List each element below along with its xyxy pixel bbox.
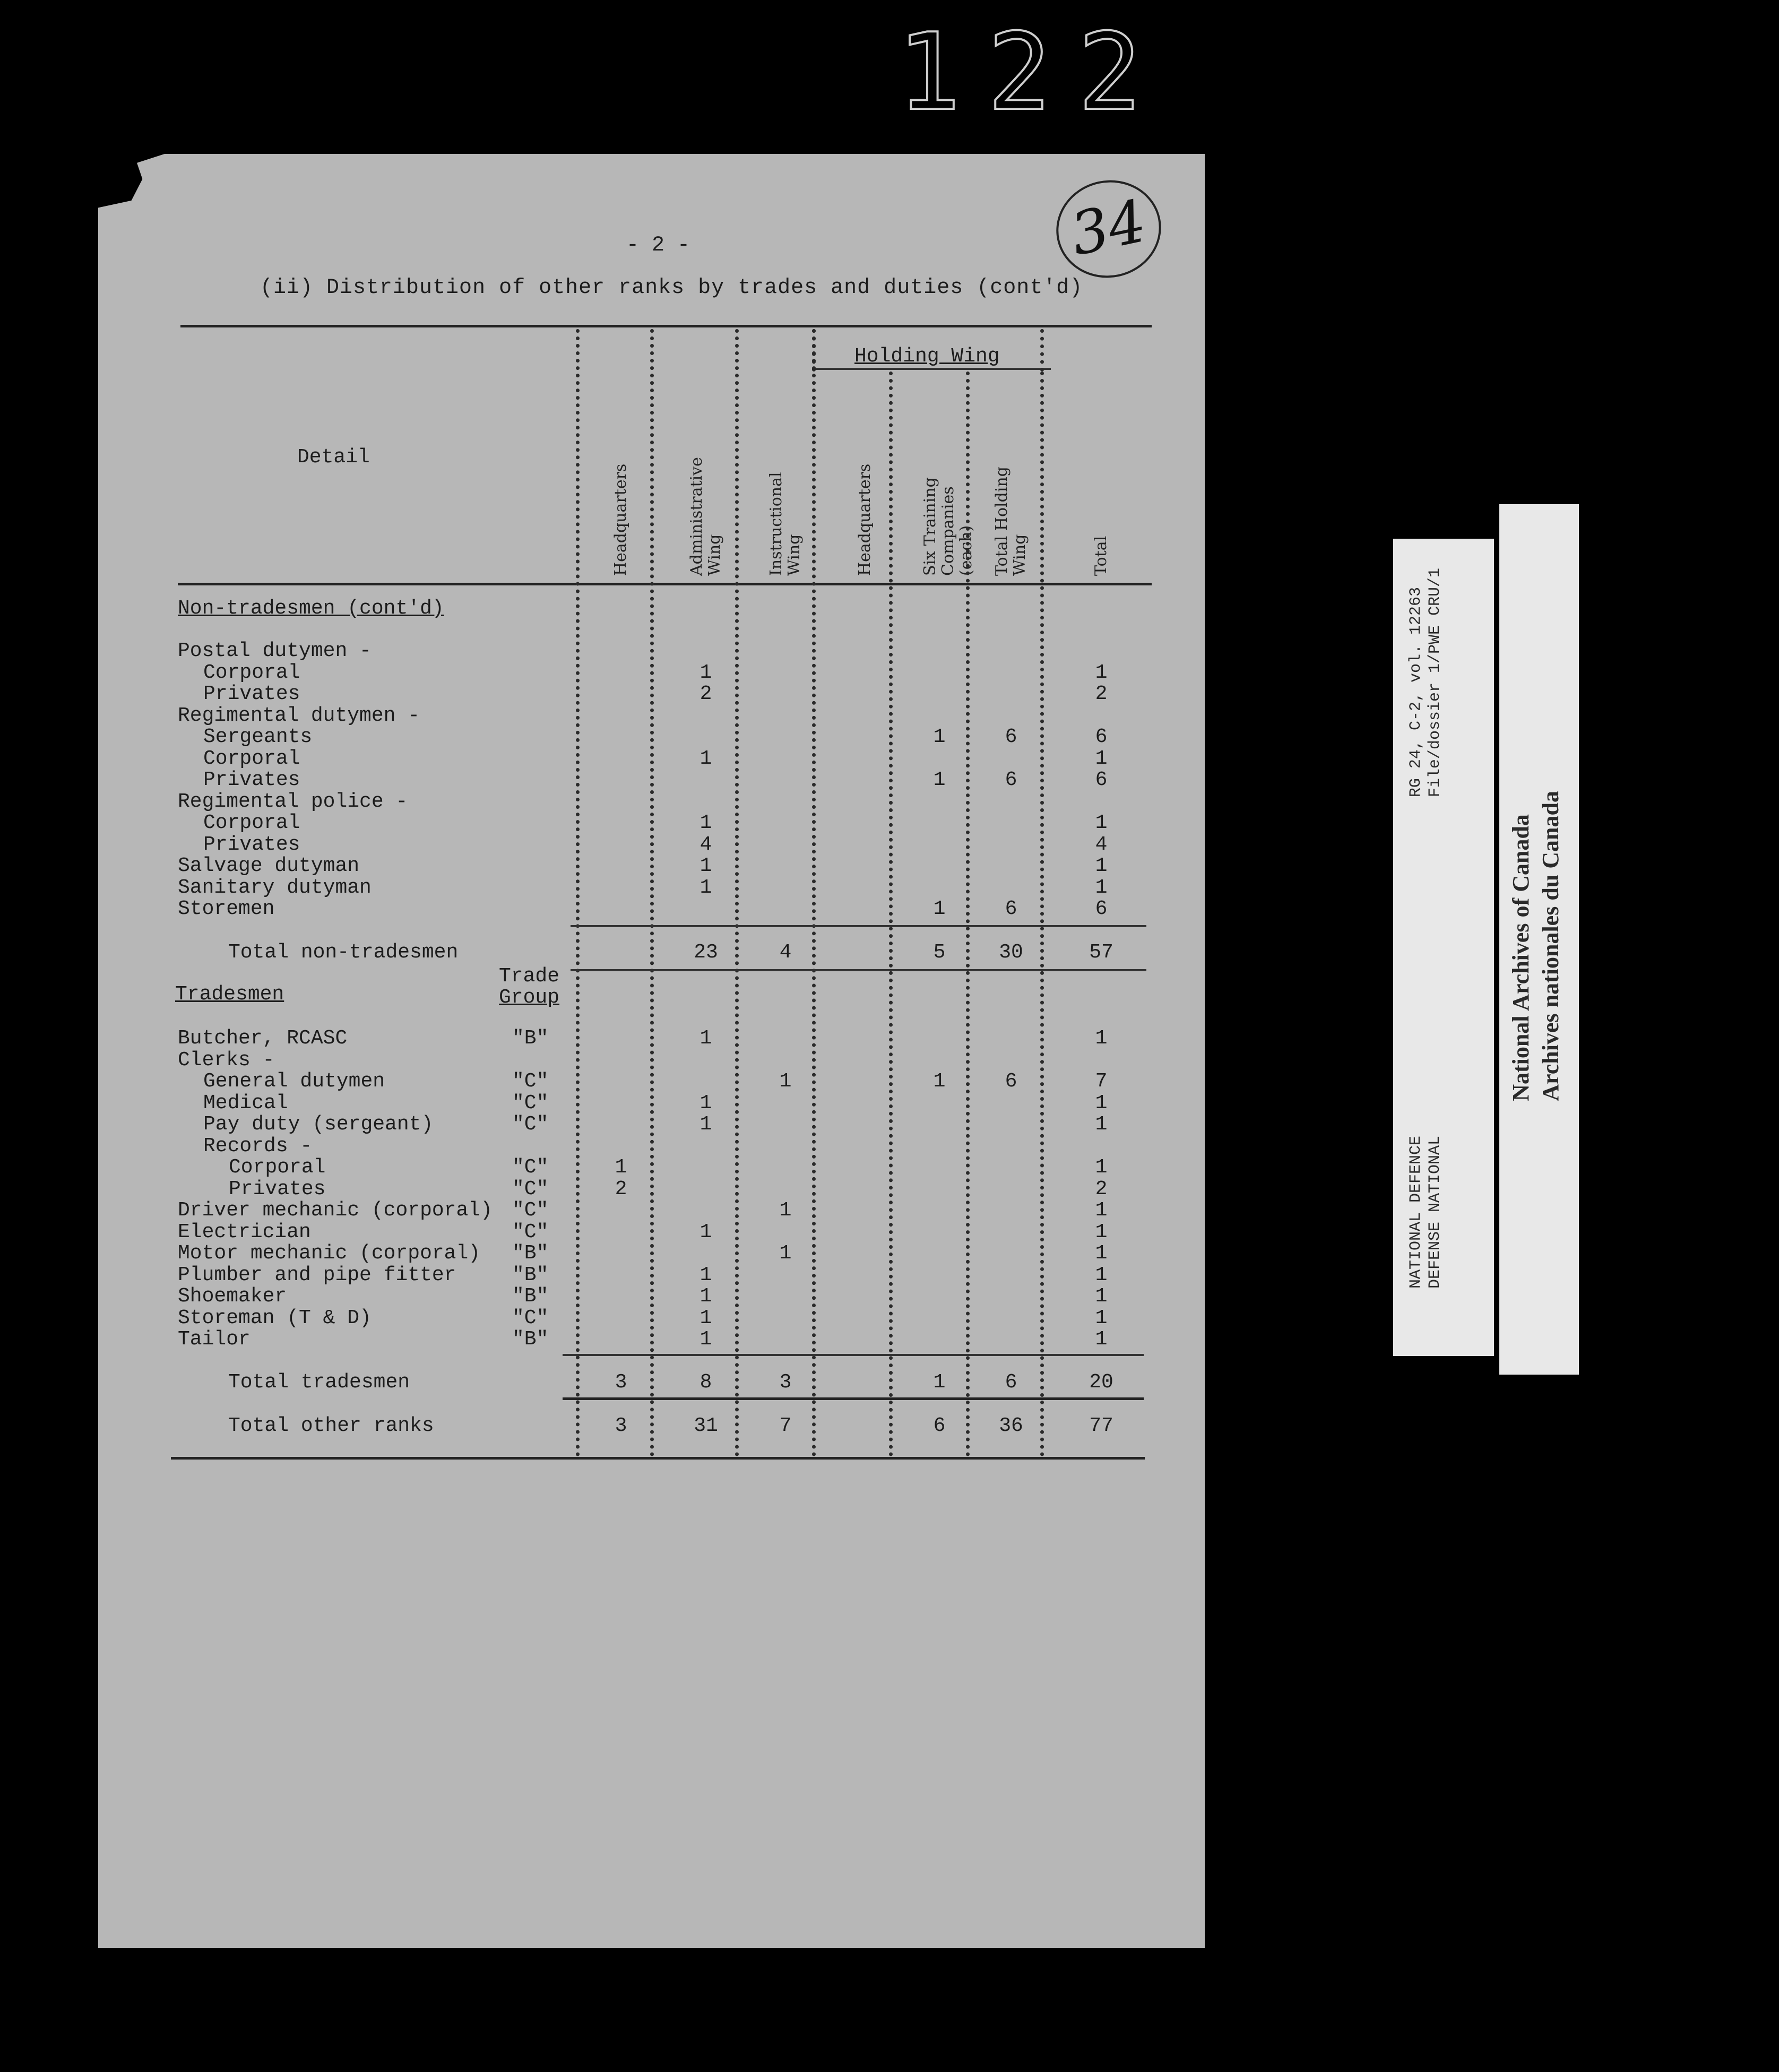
non-tradesman-row-7-value-7: 6: [1095, 769, 1108, 791]
tradesman-row-6-label: Records -: [203, 1134, 313, 1158]
tradesman-row-14-label: Storeman (T & D): [178, 1306, 372, 1329]
tradesman-row-4-trade-group: "C": [512, 1091, 549, 1115]
non-tradesman-row-4-label: Regimental dutymen -: [178, 704, 420, 727]
section-tradesmen: Tradesmen: [175, 983, 284, 1006]
tradesman-row-11-value-3: 1: [779, 1242, 792, 1265]
table-bottom-rule: [171, 1457, 1145, 1460]
column-header-4: [856, 438, 874, 576]
page-number: - 2 -: [626, 234, 690, 257]
column-header-5-line-1: Six Training: [921, 477, 939, 576]
column-header-1: [612, 438, 630, 576]
tradesman-row-8-value-1: 2: [615, 1177, 627, 1201]
non-tradesman-row-12-value-2: 1: [699, 876, 712, 899]
non-tradesman-row-12-value-7: 1: [1095, 876, 1108, 899]
non-tradesman-row-7-label: Privates: [203, 769, 300, 791]
non-tradesman-row-9-label: Corporal: [203, 811, 300, 834]
tradesman-row-4-value-7: 1: [1095, 1091, 1108, 1115]
table-top-rule: [180, 325, 1152, 327]
frame-number: 122: [897, 11, 1169, 134]
tradesman-row-11-label: Motor mechanic (corporal): [178, 1242, 481, 1265]
tradesman-row-5-value-7: 1: [1095, 1113, 1108, 1136]
tradesman-row-12-trade-group: "B": [512, 1263, 549, 1287]
tradesman-row-8-trade-group: "C": [512, 1177, 549, 1201]
total-tradesmen-value-2: 8: [699, 1371, 712, 1394]
holding-wing-separator-right: [1040, 329, 1044, 372]
non-tradesman-row-3-value-2: 2: [699, 683, 712, 705]
total-non-tradesmen-value-5: 5: [933, 941, 946, 964]
tradesman-row-3-value-5: 1: [933, 1070, 946, 1093]
tradesman-row-3-trade-group: "C": [512, 1070, 549, 1093]
non-tradesman-row-10-value-2: 4: [699, 833, 712, 856]
total-other-ranks-label: Total other ranks: [228, 1414, 434, 1437]
tradesman-row-14-value-7: 1: [1095, 1306, 1108, 1329]
institution-line-en: National Archives of Canada: [1508, 814, 1534, 1101]
tradesman-row-10-label: Electrician: [178, 1220, 311, 1244]
non-tradesman-row-8-label: Regimental police -: [178, 790, 408, 813]
total-tradesmen-value-3: 3: [779, 1371, 792, 1394]
column-separator-6: [966, 372, 970, 1457]
total-other-ranks-value-2: 31: [694, 1414, 718, 1437]
tradesman-row-1-value-7: 1: [1095, 1027, 1108, 1050]
total-tradesmen-label: Total tradesmen: [228, 1371, 410, 1394]
tradesman-row-14-trade-group: "C": [512, 1306, 549, 1329]
tradesman-row-13-value-2: 1: [699, 1285, 712, 1308]
total-non-tradesmen-value-6: 30: [999, 941, 1023, 964]
tradesman-row-9-value-7: 1: [1095, 1199, 1108, 1222]
non-tradesman-row-5-value-6: 6: [1005, 726, 1017, 748]
total-other-ranks-value-3: 7: [779, 1414, 792, 1437]
rule-below-total-non-tradesmen: [571, 969, 1146, 971]
column-header-7: [1092, 438, 1110, 576]
non-tradesman-row-9-value-2: 1: [699, 811, 712, 834]
tradesman-row-1-label: Butcher, RCASC: [178, 1027, 348, 1050]
total-other-ranks-value-1: 3: [615, 1414, 627, 1437]
non-tradesman-row-13-label: Storemen: [178, 897, 275, 920]
tradesman-row-13-value-7: 1: [1095, 1285, 1108, 1308]
tradesman-row-1-trade-group: "B": [512, 1027, 549, 1050]
total-non-tradesmen-value-7: 57: [1089, 941, 1113, 964]
column-header-6-line-1: Total Holding: [992, 467, 1011, 576]
tradesman-row-7-value-7: 1: [1095, 1156, 1108, 1179]
folio-number: 34: [1047, 170, 1170, 287]
non-tradesman-row-7-value-5: 1: [933, 769, 946, 791]
tradesman-row-10-trade-group: "C": [512, 1220, 549, 1244]
column-header-2-line-2: Wing: [705, 534, 724, 576]
non-tradesman-row-2-label: Corporal: [203, 661, 300, 684]
tradesman-row-12-value-2: 1: [699, 1263, 712, 1287]
tradesman-row-8-label: Privates: [229, 1177, 326, 1201]
total-non-tradesmen-label: Total non-tradesmen: [228, 941, 459, 964]
tradesman-row-3-label: General dutymen: [203, 1070, 385, 1093]
archive-reference-line-1: RG 24, C-2, vol. 12263: [1407, 587, 1425, 798]
tradesman-row-3-value-6: 6: [1005, 1070, 1017, 1093]
tradesman-row-2-label: Clerks -: [178, 1048, 275, 1072]
column-header-3: [767, 438, 804, 576]
column-separator-2: [650, 329, 654, 1457]
archive-reference-line-2: File/dossier 1/PWE CRU/1: [1426, 568, 1444, 798]
non-tradesman-row-3-label: Privates: [203, 683, 300, 705]
non-tradesman-row-6-label: Corporal: [203, 747, 300, 770]
non-tradesman-row-10-value-7: 4: [1095, 833, 1108, 856]
tradesman-row-15-label: Tailor: [178, 1328, 251, 1351]
institution-line-fr: Archives nationales du Canada: [1538, 791, 1564, 1101]
column-header-7-line-1: Total: [1092, 536, 1110, 576]
column-header-6: [993, 438, 1029, 576]
total-tradesmen-value-1: 3: [615, 1371, 627, 1394]
tradesman-row-9-trade-group: "C": [512, 1199, 549, 1222]
department-line-1: NATIONAL DEFENCE: [1407, 1136, 1425, 1289]
trade-group-header-line-2: Group: [499, 986, 560, 1009]
total-other-ranks-value-7: 77: [1089, 1414, 1113, 1437]
total-non-tradesmen-value-2: 23: [694, 941, 718, 964]
non-tradesman-row-2-value-2: 1: [699, 661, 712, 684]
non-tradesman-row-5-value-5: 1: [933, 726, 946, 748]
column-separator-5: [889, 372, 893, 1457]
tradesman-row-15-value-2: 1: [699, 1328, 712, 1351]
column-header-6-line-2: Wing: [1011, 534, 1029, 576]
column-header-1-line-1: Headquarters: [611, 463, 630, 576]
holding-wing-rule: [812, 368, 1051, 370]
column-header-2-line-1: Administrative: [687, 457, 706, 576]
tradesman-row-5-value-2: 1: [699, 1113, 712, 1136]
non-tradesman-row-1-label: Postal dutymen -: [178, 640, 372, 662]
column-header-4-line-1: Headquarters: [856, 463, 874, 576]
tradesman-row-10-value-2: 1: [699, 1220, 712, 1244]
tradesman-row-7-trade-group: "C": [512, 1156, 549, 1179]
archive-institution-label: [1506, 791, 1566, 1101]
column-header-2: [688, 438, 724, 576]
column-header-5-line-2: Companies (each): [939, 486, 975, 576]
archive-reference-label: [1406, 568, 1445, 797]
non-tradesman-row-10-label: Privates: [203, 833, 300, 856]
rule-above-total-tradesmen: [563, 1354, 1144, 1356]
tradesman-row-4-label: Medical: [203, 1091, 288, 1115]
column-separator-4: [812, 329, 816, 1457]
non-tradesman-row-2-value-7: 1: [1095, 661, 1108, 684]
non-tradesman-row-13-value-5: 1: [933, 897, 946, 920]
trade-group-header-line-1: Trade: [499, 965, 560, 988]
non-tradesman-row-13-value-6: 6: [1005, 897, 1017, 920]
holding-wing-header: Holding Wing: [854, 345, 1000, 368]
tradesman-row-14-value-2: 1: [699, 1306, 712, 1329]
table-title: (ii) Distribution of other ranks by trades and duties (cont'd): [260, 276, 1083, 300]
column-separator-7: [1040, 372, 1044, 1457]
total-tradesmen-value-6: 6: [1005, 1371, 1017, 1394]
total-tradesmen-value-7: 20: [1089, 1371, 1113, 1394]
tradesman-row-13-label: Shoemaker: [178, 1285, 287, 1308]
holding-wing-separator-left: [812, 329, 816, 372]
archive-department-label: [1406, 1136, 1445, 1289]
non-tradesman-row-5-label: Sergeants: [203, 726, 313, 748]
tradesman-row-5-trade-group: "C": [512, 1113, 549, 1136]
column-separator-3: [735, 329, 739, 1457]
header-bottom-rule: [178, 583, 1152, 585]
section-non-tradesmen: Non-tradesmen (cont'd): [178, 597, 444, 620]
column-header-3-line-2: Wing: [785, 534, 804, 576]
non-tradesman-row-11-value-7: 1: [1095, 854, 1108, 877]
tradesman-row-3-value-7: 7: [1095, 1070, 1108, 1093]
non-tradesman-row-3-value-7: 2: [1095, 683, 1108, 705]
non-tradesman-row-7-value-6: 6: [1005, 769, 1017, 791]
rule-below-total-tradesmen: [563, 1397, 1144, 1400]
non-tradesman-row-11-label: Salvage dutyman: [178, 854, 360, 877]
tradesman-row-9-value-3: 1: [779, 1199, 792, 1222]
non-tradesman-row-5-value-7: 6: [1095, 726, 1108, 748]
tradesman-row-5-label: Pay duty (sergeant): [203, 1113, 434, 1136]
tradesman-row-3-value-3: 1: [779, 1070, 792, 1093]
tradesman-row-15-value-7: 1: [1095, 1328, 1108, 1351]
non-tradesman-row-13-value-7: 6: [1095, 897, 1108, 920]
tradesman-row-12-label: Plumber and pipe fitter: [178, 1263, 456, 1287]
department-line-2: DEFENSE NATIONAL: [1426, 1136, 1444, 1289]
tradesman-row-8-value-7: 2: [1095, 1177, 1108, 1201]
tradesman-row-7-label: Corporal: [229, 1156, 326, 1179]
detail-header: Detail: [297, 446, 370, 469]
non-tradesman-row-6-value-7: 1: [1095, 747, 1108, 770]
tradesman-row-11-trade-group: "B": [512, 1242, 549, 1265]
tradesman-row-13-trade-group: "B": [512, 1285, 549, 1308]
tradesman-row-12-value-7: 1: [1095, 1263, 1108, 1287]
non-tradesman-row-6-value-2: 1: [699, 747, 712, 770]
total-other-ranks-value-5: 6: [933, 1414, 946, 1437]
tradesman-row-10-value-7: 1: [1095, 1220, 1108, 1244]
column-header-3-line-1: Instructional: [767, 472, 785, 576]
total-tradesmen-value-5: 1: [933, 1371, 946, 1394]
column-separator-1: [576, 329, 580, 1457]
non-tradesman-row-12-label: Sanitary dutyman: [178, 876, 372, 899]
tradesman-row-4-value-2: 1: [699, 1091, 712, 1115]
rule-above-total-non-tradesmen: [571, 925, 1146, 927]
total-non-tradesmen-value-3: 4: [779, 941, 792, 964]
tradesman-row-11-value-7: 1: [1095, 1242, 1108, 1265]
total-other-ranks-value-6: 36: [999, 1414, 1023, 1437]
tradesman-row-9-label: Driver mechanic (corporal): [178, 1199, 493, 1222]
tradesman-row-1-value-2: 1: [699, 1027, 712, 1050]
non-tradesman-row-11-value-2: 1: [699, 854, 712, 877]
tradesman-row-15-trade-group: "B": [512, 1328, 549, 1351]
tradesman-row-7-value-1: 1: [615, 1156, 627, 1179]
non-tradesman-row-9-value-7: 1: [1095, 811, 1108, 834]
